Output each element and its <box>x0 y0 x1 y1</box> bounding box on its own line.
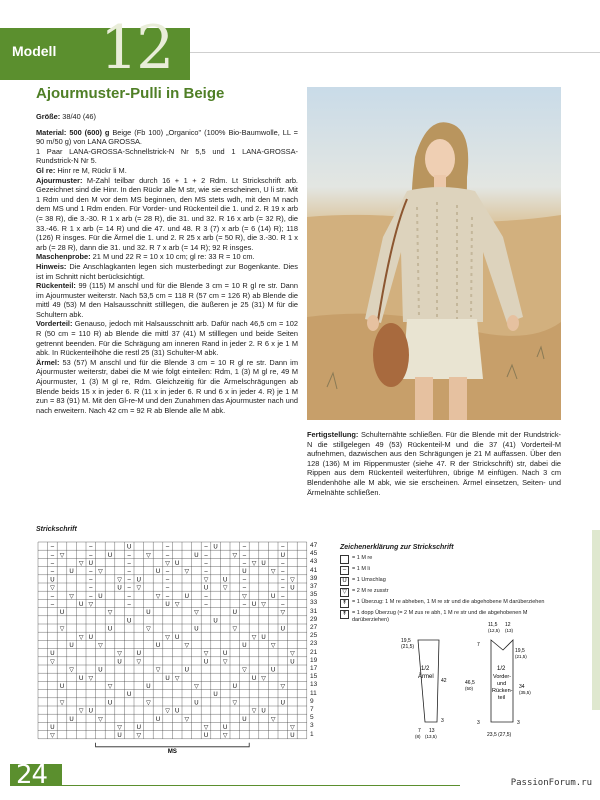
stitch-symbol: ▽ <box>146 700 151 707</box>
row-number: 39 <box>310 574 318 582</box>
stitch-symbol: U <box>280 626 285 633</box>
stitch-symbol: ▽ <box>174 675 180 682</box>
stitch-symbol: U <box>165 602 170 608</box>
side-tab <box>592 530 600 710</box>
sleeve-outline <box>418 640 439 722</box>
stitch-symbol: ▽ <box>232 552 238 559</box>
ms-bracket <box>96 743 250 747</box>
dim-label: 23,5 (27,5) <box>487 732 512 738</box>
stitch-symbol: U <box>59 684 65 690</box>
stitch-symbol: – <box>165 593 170 600</box>
size-line: Größe: 38/40 (46) <box>36 112 96 121</box>
stitch-symbol: ▽ <box>174 602 180 608</box>
stitch-symbol: U <box>107 552 113 559</box>
stitch-symbol: ▽ <box>117 725 122 731</box>
stitch-symbol: – <box>165 544 170 551</box>
legend-item: – = 1 M li <box>340 566 560 575</box>
stitch-symbol: U <box>155 716 161 723</box>
stitch-symbol: ▽ <box>165 708 170 715</box>
stitch-symbol: U <box>261 561 266 567</box>
stitch-symbol: U <box>203 733 209 740</box>
model-photo <box>307 87 561 420</box>
stitch-symbol: ▽ <box>117 577 122 584</box>
stitch-symbol: – <box>50 561 55 567</box>
ajour-para: Ajourmuster: M-Zahl teilbar durch 16 + 1 + 2 Rdm. Lt Strickschrift arb. Gezeichnet sind die Hinr. In den Rückr alle M str, wie sie erscheinen, U li str. Mit 1 Rdm und den M vor dem MS beginnen, den MS stets wdh, mit den M nach dem MS und 1 Rdm enden. Für Vorder- und Rückenteil die 1. und 2. R 19 x arb (= 38 R), die 3.-30. R 1 x arb (= 28 R), die 31. und 32. R 16 x arb (= 32 R), die 33.-46. R 1 x arb (= 14 R) und die 47. und 48. R 3 (7) x arb (= 6 (14) R); 118 (126) R insges. Für die Ärmel die 1. und 2. R 25 x arb (= 50 R), die 3.-30. R 1 x arb (= 28 R), dann die 31. und 32. R 7 x arb (= 14 R); 92 R insges. <box>36 175 298 252</box>
stitch-symbol: ▽ <box>261 602 266 608</box>
stitch-symbol: ▽ <box>59 552 65 559</box>
stitch-symbol: – <box>127 577 131 584</box>
stitch-symbol: ▽ <box>107 684 113 690</box>
needles-para: 1 Paar LANA-GROSSA-Schnellstrick-N Nr 5,5 und 1 LANA-GROSSA-Rundstrick-N Nr 5. <box>36 146 298 166</box>
dim-label: 3 <box>517 720 520 726</box>
row-number: 45 <box>310 550 318 558</box>
stitch-symbol: – <box>242 561 247 567</box>
finishing-para: Fertigstellung: Schulternähte schließen. Für die Blende mit der Rundstrick-N die stillgelegen 49 (53) Rückenteil-M und die 37 (41) Vorderteil-M aufnehmen, dazwischen aus den Schrägungen je 21 M auffassen. Über den 128 (136) M im Rippenmuster (siehe 47. R der Strickschrift) str, dabei die Rippen aus dem Rückenteil weiterführen, übrige M einfügen. Nach 3 cm Blendenhöhe alle M abk, wie sie erscheinen. Ärmel einsetzen, Seiten- und Ärmelnähte schließen. <box>307 430 561 497</box>
body-label: Rücken- <box>492 688 513 694</box>
stitch-symbol: U <box>59 610 65 617</box>
stitch-symbol: ▽ <box>232 700 238 707</box>
row-number: 19 <box>310 656 318 664</box>
row-number: 13 <box>310 681 318 689</box>
stitch-symbol: U <box>50 651 55 658</box>
stitch-symbol: U <box>146 684 151 690</box>
stitch-symbol: ▽ <box>98 569 103 576</box>
stitch-symbol: ▽ <box>136 585 142 592</box>
stitch-symbol: U <box>203 659 209 666</box>
stitch-symbol: ▽ <box>78 708 84 715</box>
stitch-symbol: U <box>146 610 151 617</box>
stitch-symbol: – <box>127 569 131 576</box>
stitch-symbol: U <box>290 659 295 666</box>
stitch-symbol: ▽ <box>222 733 228 740</box>
stitch-symbol: ▽ <box>290 725 295 731</box>
stitch-symbol: ▽ <box>222 659 228 666</box>
stitch-symbol: U <box>271 593 276 600</box>
stitch-symbol: ▽ <box>155 593 161 600</box>
stitch-symbol: – <box>281 602 285 608</box>
maschen-para: Maschenprobe: 21 M und 22 R = 10 x 10 cm; gl re: 33 R = 10 cm. <box>36 252 255 262</box>
stitch-symbol: – <box>281 585 285 592</box>
legend-item: ↟ = 1 Überzug: 1 M re abheben, 1 M re str und die abgehobene M darüberziehen <box>341 599 545 606</box>
stitch-symbol: U <box>98 667 103 674</box>
stitch-symbol: ▽ <box>78 561 84 567</box>
stitch-symbol: – <box>89 577 93 584</box>
dim-label: (13) <box>505 628 514 633</box>
dim-label: (35,5) <box>519 690 531 695</box>
dim-label: 34 <box>519 684 525 690</box>
stitch-symbol: – <box>204 544 208 551</box>
stitch-symbol: – <box>242 602 247 608</box>
stitch-symbol: U <box>290 733 295 740</box>
stitch-symbol: – <box>281 593 285 600</box>
stitch-symbol: U <box>175 634 180 641</box>
row-number: 41 <box>310 566 318 574</box>
stitch-symbol: ▽ <box>280 610 286 617</box>
row-number: 15 <box>310 673 318 681</box>
stitch-symbol: – <box>89 585 93 592</box>
stitch-symbol: – <box>127 585 131 592</box>
stitch-symbol: U <box>79 602 84 608</box>
stitch-symbol: U <box>88 708 93 715</box>
stitch-symbol: – <box>242 552 247 559</box>
stitch-symbol: ▽ <box>280 684 286 690</box>
stitch-symbol: U <box>136 577 141 584</box>
stitch-symbol: U <box>136 725 141 731</box>
stitch-symbol: ▽ <box>251 634 257 641</box>
dim-label: 7 <box>477 642 480 648</box>
stitch-symbol: ▽ <box>270 569 276 576</box>
stitch-symbol: ▽ <box>69 667 74 674</box>
stitch-symbol: ▽ <box>146 626 151 633</box>
stitch-symbol: U <box>127 544 132 551</box>
stitch-symbol: ▽ <box>136 659 142 666</box>
footer-rule <box>60 785 460 786</box>
stitch-symbol: U <box>184 593 189 600</box>
stitch-symbol: – <box>127 561 131 567</box>
legend-item: U = 1 Umschlag <box>340 577 560 586</box>
legend-item: ↟ = 1 dopp Überzug (= 2 M zus re abh, 1 M re str und die abgehobenen M darüberziehen) <box>341 610 528 623</box>
row-number: 37 <box>310 583 318 590</box>
body-label: 1/2 <box>497 666 506 672</box>
stitch-symbol: – <box>242 544 247 551</box>
stitch-symbol: – <box>281 569 285 576</box>
stitch-symbol: – <box>204 593 208 600</box>
stitch-symbol: ▽ <box>290 651 295 658</box>
stitch-symbol: ▽ <box>270 643 276 649</box>
row-number: 3 <box>310 722 314 730</box>
stitch-symbol: – <box>204 552 208 559</box>
row-number: 47 <box>310 542 318 549</box>
row-number: 23 <box>310 640 318 648</box>
stitch-symbol: U <box>251 675 257 682</box>
stitch-symbol: U <box>232 684 237 690</box>
stitch-symbol: ▽ <box>194 610 199 617</box>
dim-label: (8) <box>415 734 421 739</box>
stitch-symbol: – <box>242 585 247 592</box>
stitch-symbol: ▽ <box>165 634 170 641</box>
stitch-symbol: – <box>50 602 55 608</box>
dim-label: (50) <box>465 686 474 691</box>
stitch-symbol: U <box>117 585 122 592</box>
stitch-symbol: U <box>223 577 228 584</box>
stitch-symbol: U <box>175 708 180 715</box>
stitch-symbol: U <box>50 725 55 731</box>
aermel-para: Ärmel: 53 (57) M anschl und für die Blende 3 cm = 10 R gl re str. Dann im Ajourmuster weiterstr, dabei die M wie folgt einteilen: Rdm, 1 (3) M gl re, 49 M Ajourmuster, 1 (3) M gl re, Rdm. Gleichzeitig für die Ärmelschrägungen ab Blende beids 15 x in jeder 6. R (11 x in jeder 6. R und 6 x in jeder 4. R) je 1 M zun = 83 (91) M. Mit den Gl-re-M und den Zunahmen das Ajourmuster nach und nach erweitern. Nach 42 cm = 92 R ab Blende alle M abk. <box>36 357 298 415</box>
stitch-symbol: – <box>50 552 55 559</box>
row-number: 27 <box>310 624 318 631</box>
stitch-symbol: ▽ <box>50 659 55 666</box>
dim-label: 19,5 <box>401 638 411 644</box>
dim-label: 13 <box>429 728 435 734</box>
stitch-symbol: ▽ <box>203 725 209 731</box>
stitch-symbol: U <box>88 561 93 567</box>
stitch-symbol: – <box>89 569 93 576</box>
stitch-symbol: U <box>213 618 218 625</box>
stitch-symbol: U <box>175 561 180 567</box>
stitch-symbol: U <box>155 643 161 649</box>
knitting-chart-grid <box>36 540 336 755</box>
stitch-symbol: U <box>127 692 132 699</box>
stitch-symbol: U <box>194 700 199 707</box>
stitch-symbol: ▽ <box>98 716 103 723</box>
stitch-symbol: U <box>107 626 113 633</box>
stitch-symbol: ▽ <box>136 733 142 740</box>
stitch-symbol: ▽ <box>203 577 209 584</box>
stitch-symbol: U <box>223 725 228 731</box>
row-number: 31 <box>310 607 318 615</box>
stitch-symbol: U <box>127 618 132 625</box>
stitch-symbol: U <box>280 552 285 559</box>
stitch-symbol: ▽ <box>242 667 247 674</box>
stitch-symbol: ▽ <box>203 651 209 658</box>
stitch-symbol: ▽ <box>194 684 199 690</box>
page-title: Ajourmuster-Pulli in Beige <box>36 85 225 102</box>
sleeve-label: 1/2 <box>421 666 430 672</box>
body-label: und <box>497 681 507 687</box>
stitch-symbol: U <box>69 569 74 576</box>
row-number: 1 <box>310 730 314 738</box>
stitch-symbol: U <box>232 610 237 617</box>
stitch-symbol: – <box>127 552 131 559</box>
stitch-symbol: U <box>98 593 103 600</box>
row-number: 25 <box>310 632 318 640</box>
body-label: teil <box>498 695 506 701</box>
stitch-symbol: U <box>194 626 199 633</box>
modell-number: 12 <box>100 13 173 83</box>
stitch-symbol: – <box>281 544 285 551</box>
stitch-symbol: ▽ <box>146 552 151 559</box>
row-number: 21 <box>310 648 318 656</box>
stitch-symbol: ▽ <box>270 716 276 723</box>
row-number: 33 <box>310 599 318 607</box>
stitch-symbol: U <box>117 659 122 666</box>
stitch-symbol: – <box>89 544 93 551</box>
stitch-symbol: ▽ <box>222 585 228 592</box>
stitch-symbol: – <box>281 561 285 567</box>
instructions-column <box>36 112 298 415</box>
stitch-symbol: ▽ <box>290 577 295 584</box>
stitch-symbol: ▽ <box>184 643 190 649</box>
stitch-symbol: – <box>165 577 170 584</box>
stitch-symbol: – <box>165 552 170 559</box>
stitch-symbol: U <box>136 651 141 658</box>
stitch-symbol: U <box>79 675 84 682</box>
row-number: 29 <box>310 615 318 623</box>
stitch-symbol: U <box>117 733 122 740</box>
body-label: Vorder- <box>493 674 512 680</box>
stitch-symbol: – <box>89 593 93 600</box>
site-watermark: PassionForum.ru <box>510 778 592 788</box>
stitch-symbol: ▽ <box>242 593 247 600</box>
legend-title: Zeichenerklärung zur Strickschrift <box>340 544 454 551</box>
dim-label: 42 <box>441 678 447 684</box>
chart-cells <box>38 542 307 739</box>
stitch-symbol: U <box>194 552 199 559</box>
stitch-symbol: U <box>88 634 93 641</box>
chart-title: Strickschrift <box>36 526 77 533</box>
ruecken-para: Rückenteil: 99 (115) M anschl und für die Blende 3 cm = 10 R gl re str. Dann im Ajourmuster weiterstr. Nach 53,5 cm = 118 R (57 cm = 126 R) ab Blende die mittl 49 (53) M den Halsausschnitt stilllegen, die äußeren je 25 (31) M für die Schultern abk. <box>36 281 298 319</box>
row-number: 7 <box>310 706 314 713</box>
stitch-symbol: U <box>165 675 170 682</box>
dim-label: (21,5) <box>515 654 527 659</box>
sleeve-label: Ärmel <box>418 674 434 680</box>
stitch-symbol: U <box>251 602 257 608</box>
stitch-symbol: U <box>223 651 228 658</box>
stitch-symbol: ▽ <box>117 651 122 658</box>
model-photo-illustration <box>307 87 561 420</box>
stitch-symbol: U <box>184 667 189 674</box>
stitch-symbol: ▽ <box>88 602 94 608</box>
dim-label: (12,5) <box>488 628 500 633</box>
dim-label: (21,5) <box>401 644 415 650</box>
dim-label: 3 <box>441 718 444 724</box>
schematic-svg <box>403 612 563 742</box>
knitting-chart <box>36 540 336 755</box>
stitch-symbol: U <box>50 577 55 584</box>
stitch-symbol: U <box>271 667 276 674</box>
stitch-symbol: ▽ <box>107 610 113 617</box>
stitch-symbol: ▽ <box>59 700 65 707</box>
modell-label: Modell <box>12 43 57 59</box>
stitch-symbol: U <box>203 585 209 592</box>
stitch-symbol: U <box>107 700 113 707</box>
stitch-symbol: U <box>69 716 74 723</box>
stitch-symbol: ▽ <box>251 561 257 567</box>
stitch-symbol: – <box>127 593 131 600</box>
page-number: 24 <box>16 760 48 790</box>
stitch-symbol: ▽ <box>251 708 257 715</box>
stitch-symbol: ▽ <box>69 593 74 600</box>
row-number: 9 <box>310 697 314 705</box>
row-number: 5 <box>310 714 314 722</box>
dim-label: 12 <box>505 622 511 628</box>
stitch-symbol: – <box>204 602 208 608</box>
stitch-symbol: ▽ <box>50 733 55 740</box>
stitch-symbol: ▽ <box>98 643 103 649</box>
stitch-symbol: – <box>204 569 208 576</box>
stitch-symbol: ▽ <box>78 634 84 641</box>
stitch-symbol: ▽ <box>165 561 170 567</box>
row-number: 11 <box>310 689 317 697</box>
stitch-symbol: – <box>165 569 170 576</box>
stitch-symbol: U <box>261 708 266 715</box>
stitch-symbol: U <box>155 569 161 576</box>
dim-label: 46,5 <box>465 680 475 686</box>
stitch-symbol: – <box>50 569 55 576</box>
dim-label: 19,5 <box>515 648 525 654</box>
stitch-symbol: – <box>281 577 285 584</box>
row-number: 43 <box>310 558 318 566</box>
vorder-para: Vorderteil: Genauso, jedoch mit Halsausschnitt arb. Dafür nach 46,5 cm = 102 R (50 cm = 110 R) ab Blende die mittl 37 (41) M stilllegen und beide Seiten getrennt beenden. Für die Schrägung am inneren Rand in jeder 2. R 6 x je 1 M abk. In Rückenteilhöhe die restl 25 (31) Schulter-M abk. <box>36 319 298 358</box>
stitch-symbol: ▽ <box>184 569 190 576</box>
stitch-symbol: ▽ <box>88 675 94 682</box>
stitch-symbol: – <box>242 577 247 584</box>
stitch-symbol: U <box>242 643 247 649</box>
stitch-symbol: U <box>242 569 247 576</box>
stitch-symbol: U <box>280 700 285 707</box>
stitch-symbol: ▽ <box>184 716 190 723</box>
stitch-symbol: U <box>213 544 218 551</box>
dim-label: 11,5 <box>488 622 498 628</box>
stitch-symbol: ▽ <box>232 626 238 633</box>
stitch-symbol: U <box>290 585 295 592</box>
stitch-symbol: – <box>127 602 131 608</box>
legend-item: ▽ = 2 M re zusstr <box>340 588 560 597</box>
glre-para: Gl re: Hinr re M, Rückr li M. <box>36 165 127 175</box>
dim-label: 3 <box>477 720 480 726</box>
stitch-symbol: U <box>242 716 247 723</box>
row-number: 17 <box>310 665 318 672</box>
stitch-symbol: U <box>69 643 74 649</box>
ms-label: MS <box>167 748 177 755</box>
dim-label: 7 <box>418 728 421 734</box>
stitch-symbol: ▽ <box>261 675 266 682</box>
stitch-symbol: – <box>165 585 170 592</box>
stitch-symbol: – <box>50 544 55 551</box>
stitch-symbol: ▽ <box>155 667 161 674</box>
page-number-box <box>10 760 62 790</box>
stitch-symbol: ▽ <box>50 585 55 592</box>
stitch-symbol: – <box>204 561 208 567</box>
dim-label: (13,5) <box>425 734 437 739</box>
material-para: Material: 500 (600) g Beige (Fb 100) „Organico" (100% Bio-Baumwolle, LL = 90 m/50 g) von LANA GROSSA. <box>36 127 298 147</box>
stitch-symbol: – <box>89 552 93 559</box>
stitch-symbol: – <box>50 593 55 600</box>
stitch-symbol: U <box>213 692 218 699</box>
row-number: 35 <box>310 591 318 599</box>
hinweis-para: Hinweis: Die Anschlagkanten legen sich musterbedingt zur Bogenkante. Dies ist im Schnitt nicht berücksichtigt. <box>36 261 298 281</box>
stitch-symbol: ▽ <box>59 626 65 633</box>
legend-item: = 1 M re <box>340 555 560 564</box>
schematic-diagram <box>403 612 563 742</box>
stitch-symbol: U <box>261 634 266 641</box>
